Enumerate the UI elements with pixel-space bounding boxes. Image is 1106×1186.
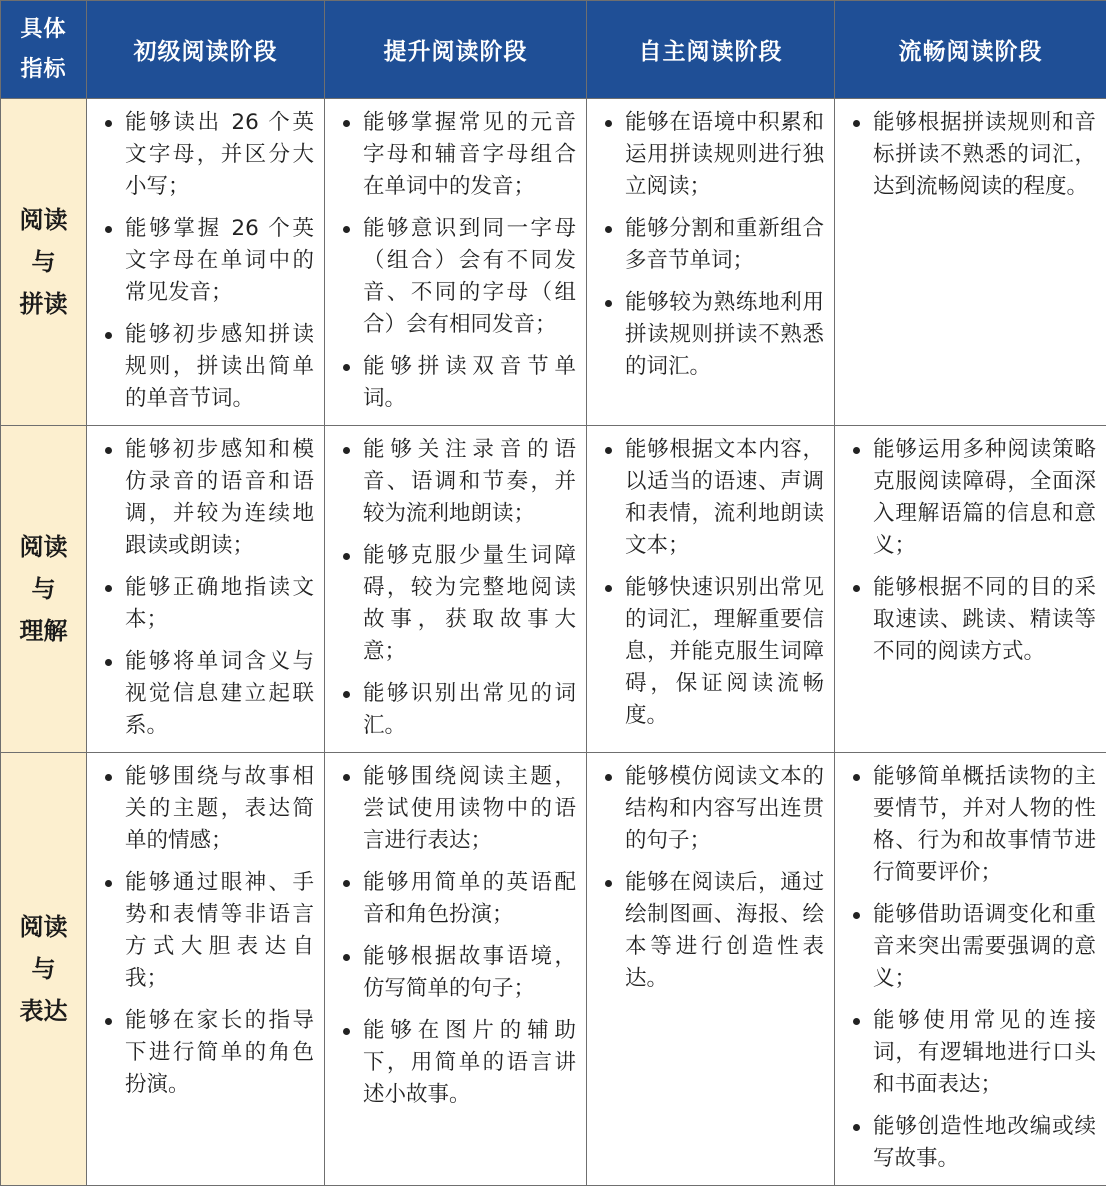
row-label-reading-phonics bbox=[1, 99, 87, 426]
stage-header-2: 提升阅读阶段 bbox=[325, 1, 587, 99]
bullet-item: 能够根据不同的目的采取速读、跳读、精读等不同的阅读方式。 bbox=[849, 572, 1096, 668]
bullet-item: 能够根据故事语境，仿写简单的句子； bbox=[339, 941, 576, 1005]
bullet-item: 能够关注录音的语音、语调和节奏，并较为流利地朗读； bbox=[339, 434, 576, 530]
cell-expression-stage2 bbox=[325, 753, 587, 1186]
bullet-item: 能够克服少量生词障碍，较为完整地阅读故事，获取故事大意； bbox=[339, 540, 576, 668]
bullet-item: 能够用简单的英语配音和角色扮演； bbox=[339, 867, 576, 931]
row-label-reading-expression bbox=[1, 753, 87, 1186]
row-label-part: 表达 bbox=[1, 990, 86, 1032]
bullet-item: 能够围绕与故事相关的主题，表达简单的情感； bbox=[101, 761, 314, 857]
bullet-item: 能够正确地指读文本； bbox=[101, 572, 314, 636]
stage-header-4: 流畅阅读阶段 bbox=[835, 1, 1106, 99]
row-label-part: 阅读 bbox=[1, 526, 86, 568]
bullet-item: 能够围绕阅读主题，尝试使用读物中的语言进行表达； bbox=[339, 761, 576, 857]
bullet-item: 能够使用常见的连接词，有逻辑地进行口头和书面表达； bbox=[849, 1005, 1096, 1101]
bullet-item: 能够拼读双音节单词。 bbox=[339, 351, 576, 415]
cell-comprehension-stage3 bbox=[587, 426, 835, 753]
bullet-item: 能够模仿阅读文本的结构和内容写出连贯的句子； bbox=[601, 761, 824, 857]
bullet-item: 能够分割和重新组合多音节单词； bbox=[601, 213, 824, 277]
bullet-item: 能够掌握常见的元音字母和辅音字母组合在单词中的发音； bbox=[339, 107, 576, 203]
cell-expression-stage1 bbox=[87, 753, 325, 1186]
stage-header-3: 自主阅读阶段 bbox=[587, 1, 835, 99]
bullet-item: 能够初步感知和模仿录音的语音和语调，并较为连续地跟读或朗读； bbox=[101, 434, 314, 562]
bullet-item: 能够快速识别出常见的词汇，理解重要信息，并能克服生词障碍，保证阅读流畅度。 bbox=[601, 572, 824, 732]
cell-phonics-stage4 bbox=[835, 99, 1106, 426]
corner-header-line1: 具体 bbox=[7, 10, 80, 50]
bullet-item: 能够创造性地改编或续写故事。 bbox=[849, 1111, 1096, 1175]
cell-expression-stage3 bbox=[587, 753, 835, 1186]
row-label-part: 与 bbox=[1, 568, 86, 610]
cell-phonics-stage1 bbox=[87, 99, 325, 426]
bullet-item: 能够初步感知拼读规则，拼读出简单的单音节词。 bbox=[101, 319, 314, 415]
cell-comprehension-stage1 bbox=[87, 426, 325, 753]
row-label-part: 理解 bbox=[1, 610, 86, 652]
corner-header bbox=[1, 1, 87, 99]
row-label-part: 与 bbox=[1, 948, 86, 990]
bullet-item: 能够意识到同一字母（组合）会有不同发音、不同的字母（组合）会有相同发音； bbox=[339, 213, 576, 341]
row-label-part: 拼读 bbox=[1, 283, 86, 325]
row-label-reading-comprehension bbox=[1, 426, 87, 753]
cell-expression-stage4 bbox=[835, 753, 1106, 1186]
cell-phonics-stage3 bbox=[587, 99, 835, 426]
bullet-item: 能够较为熟练地利用拼读规则拼读不熟悉的词汇。 bbox=[601, 287, 824, 383]
bullet-item: 能够掌握 26 个英文字母在单词中的常见发音； bbox=[101, 213, 314, 309]
bullet-item: 能够在语境中积累和运用拼读规则进行独立阅读； bbox=[601, 107, 824, 203]
corner-header-line2: 指标 bbox=[7, 50, 80, 90]
bullet-item: 能够在家长的指导下进行简单的角色扮演。 bbox=[101, 1005, 314, 1101]
row-label-part: 阅读 bbox=[1, 199, 86, 241]
bullet-item: 能够根据文本内容，以适当的语速、声调和表情，流利地朗读文本； bbox=[601, 434, 824, 562]
bullet-item: 能够借助语调变化和重音来突出需要强调的意义； bbox=[849, 899, 1096, 995]
bullet-item: 能够根据拼读规则和音标拼读不熟悉的词汇，达到流畅阅读的程度。 bbox=[849, 107, 1096, 203]
bullet-item: 能够在图片的辅助下，用简单的语言讲述小故事。 bbox=[339, 1015, 576, 1111]
header-row bbox=[1, 1, 1106, 99]
bullet-item: 能够在阅读后，通过绘制图画、海报、绘本等进行创造性表达。 bbox=[601, 867, 824, 995]
cell-comprehension-stage2 bbox=[325, 426, 587, 753]
bullet-item: 能够识别出常见的词汇。 bbox=[339, 678, 576, 742]
cell-comprehension-stage4 bbox=[835, 426, 1106, 753]
bullet-item: 能够读出 26 个英文字母，并区分大小写； bbox=[101, 107, 314, 203]
row-reading-expression bbox=[1, 753, 1106, 1186]
row-label-part: 阅读 bbox=[1, 906, 86, 948]
row-label-part: 与 bbox=[1, 241, 86, 283]
row-reading-phonics bbox=[1, 99, 1106, 426]
cell-phonics-stage2 bbox=[325, 99, 587, 426]
row-reading-comprehension bbox=[1, 426, 1106, 753]
bullet-item: 能够通过眼神、手势和表情等非语言方式大胆表达自我； bbox=[101, 867, 314, 995]
stage-header-1: 初级阅读阶段 bbox=[87, 1, 325, 99]
bullet-item: 能够简单概括读物的主要情节，并对人物的性格、行为和故事情节进行简要评价； bbox=[849, 761, 1096, 889]
bullet-item: 能够将单词含义与视觉信息建立起联系。 bbox=[101, 646, 314, 742]
bullet-item: 能够运用多种阅读策略克服阅读障碍，全面深入理解语篇的信息和意义； bbox=[849, 434, 1096, 562]
